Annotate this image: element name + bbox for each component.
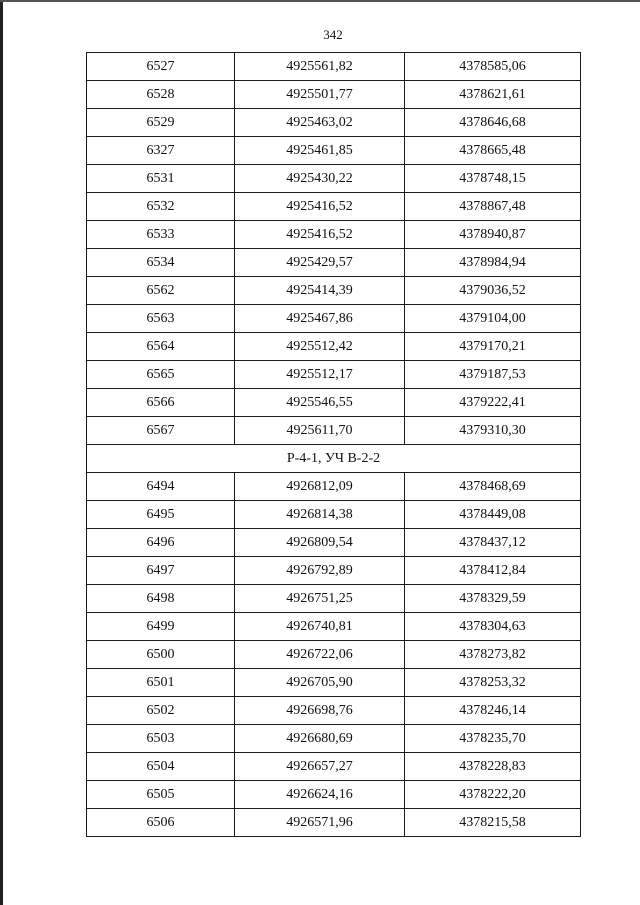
y-coordinate-cell: 4379310,30 (405, 417, 581, 445)
point-number-cell: 6496 (87, 529, 235, 557)
y-coordinate-cell: 4378585,06 (405, 53, 581, 81)
table-row (87, 697, 581, 725)
section-title: Р-4-1, УЧ В-2-2 (87, 445, 581, 473)
table-row (87, 641, 581, 669)
section-header-row (87, 445, 581, 473)
y-coordinate-cell: 4378215,58 (405, 809, 581, 837)
point-number-cell: 6503 (87, 725, 235, 753)
y-coordinate-cell: 4378235,70 (405, 725, 581, 753)
point-number-cell: 6529 (87, 109, 235, 137)
y-coordinate-cell: 4378646,68 (405, 109, 581, 137)
x-coordinate-cell: 4926814,38 (235, 501, 405, 529)
x-coordinate-cell: 4925430,22 (235, 165, 405, 193)
point-number-cell: 6566 (87, 389, 235, 417)
table-row (87, 81, 581, 109)
table-row (87, 277, 581, 305)
point-number-cell: 6497 (87, 557, 235, 585)
table-row (87, 137, 581, 165)
x-coordinate-cell: 4926705,90 (235, 669, 405, 697)
y-coordinate-cell: 4378329,59 (405, 585, 581, 613)
point-number-cell: 6533 (87, 221, 235, 249)
point-number-cell: 6565 (87, 361, 235, 389)
table-row (87, 305, 581, 333)
point-number-cell: 6534 (87, 249, 235, 277)
scan-left-edge (0, 0, 3, 905)
y-coordinate-cell: 4378468,69 (405, 473, 581, 501)
table-row (87, 753, 581, 781)
x-coordinate-cell: 4925416,52 (235, 193, 405, 221)
x-coordinate-cell: 4925429,57 (235, 249, 405, 277)
point-number-cell: 6532 (87, 193, 235, 221)
table-row (87, 361, 581, 389)
point-number-cell: 6527 (87, 53, 235, 81)
point-number-cell: 6564 (87, 333, 235, 361)
point-number-cell: 6504 (87, 753, 235, 781)
table-row (87, 109, 581, 137)
y-coordinate-cell: 4378867,48 (405, 193, 581, 221)
y-coordinate-cell: 4378222,20 (405, 781, 581, 809)
x-coordinate-cell: 4926812,09 (235, 473, 405, 501)
y-coordinate-cell: 4378984,94 (405, 249, 581, 277)
y-coordinate-cell: 4379222,41 (405, 389, 581, 417)
point-number-cell: 6562 (87, 277, 235, 305)
x-coordinate-cell: 4925467,86 (235, 305, 405, 333)
x-coordinate-cell: 4925501,77 (235, 81, 405, 109)
table-row (87, 53, 581, 81)
y-coordinate-cell: 4378748,15 (405, 165, 581, 193)
page-number: 342 (323, 27, 343, 42)
table-row (87, 389, 581, 417)
x-coordinate-cell: 4926680,69 (235, 725, 405, 753)
point-number-cell: 6498 (87, 585, 235, 613)
point-number-cell: 6563 (87, 305, 235, 333)
y-coordinate-cell: 4378246,14 (405, 697, 581, 725)
y-coordinate-cell: 4378273,82 (405, 641, 581, 669)
table-row (87, 473, 581, 501)
table-row (87, 725, 581, 753)
x-coordinate-cell: 4926722,06 (235, 641, 405, 669)
table-row (87, 193, 581, 221)
y-coordinate-cell: 4379170,21 (405, 333, 581, 361)
point-number-cell: 6495 (87, 501, 235, 529)
x-coordinate-cell: 4925611,70 (235, 417, 405, 445)
point-number-cell: 6506 (87, 809, 235, 837)
coordinates-table (86, 52, 581, 837)
table-row (87, 529, 581, 557)
table-row (87, 221, 581, 249)
y-coordinate-cell: 4378621,61 (405, 81, 581, 109)
point-number-cell: 6501 (87, 669, 235, 697)
y-coordinate-cell: 4378228,83 (405, 753, 581, 781)
x-coordinate-cell: 4926740,81 (235, 613, 405, 641)
x-coordinate-cell: 4925561,82 (235, 53, 405, 81)
x-coordinate-cell: 4926571,96 (235, 809, 405, 837)
y-coordinate-cell: 4379187,53 (405, 361, 581, 389)
point-number-cell: 6528 (87, 81, 235, 109)
x-coordinate-cell: 4926792,89 (235, 557, 405, 585)
table-row (87, 249, 581, 277)
point-number-cell: 6494 (87, 473, 235, 501)
point-number-cell: 6499 (87, 613, 235, 641)
y-coordinate-cell: 4378449,08 (405, 501, 581, 529)
table-row (87, 501, 581, 529)
y-coordinate-cell: 4379036,52 (405, 277, 581, 305)
coordinates-table-body (87, 53, 581, 837)
y-coordinate-cell: 4378940,87 (405, 221, 581, 249)
x-coordinate-cell: 4925414,39 (235, 277, 405, 305)
y-coordinate-cell: 4379104,00 (405, 305, 581, 333)
x-coordinate-cell: 4926624,16 (235, 781, 405, 809)
point-number-cell: 6502 (87, 697, 235, 725)
scan-top-edge (0, 0, 640, 2)
x-coordinate-cell: 4926751,25 (235, 585, 405, 613)
table-row (87, 585, 581, 613)
table-row (87, 781, 581, 809)
table-row (87, 417, 581, 445)
point-number-cell: 6505 (87, 781, 235, 809)
table-row (87, 669, 581, 697)
x-coordinate-cell: 4925546,55 (235, 389, 405, 417)
x-coordinate-cell: 4926698,76 (235, 697, 405, 725)
point-number-cell: 6500 (87, 641, 235, 669)
point-number-cell: 6327 (87, 137, 235, 165)
x-coordinate-cell: 4925463,02 (235, 109, 405, 137)
table-row (87, 613, 581, 641)
table-row (87, 809, 581, 837)
y-coordinate-cell: 4378665,48 (405, 137, 581, 165)
x-coordinate-cell: 4925461,85 (235, 137, 405, 165)
table-row (87, 557, 581, 585)
point-number-cell: 6531 (87, 165, 235, 193)
table-row (87, 333, 581, 361)
point-number-cell: 6567 (87, 417, 235, 445)
x-coordinate-cell: 4925512,42 (235, 333, 405, 361)
y-coordinate-cell: 4378412,84 (405, 557, 581, 585)
y-coordinate-cell: 4378437,12 (405, 529, 581, 557)
x-coordinate-cell: 4925416,52 (235, 221, 405, 249)
y-coordinate-cell: 4378253,32 (405, 669, 581, 697)
y-coordinate-cell: 4378304,63 (405, 613, 581, 641)
table-row (87, 165, 581, 193)
x-coordinate-cell: 4925512,17 (235, 361, 405, 389)
x-coordinate-cell: 4926809,54 (235, 529, 405, 557)
x-coordinate-cell: 4926657,27 (235, 753, 405, 781)
